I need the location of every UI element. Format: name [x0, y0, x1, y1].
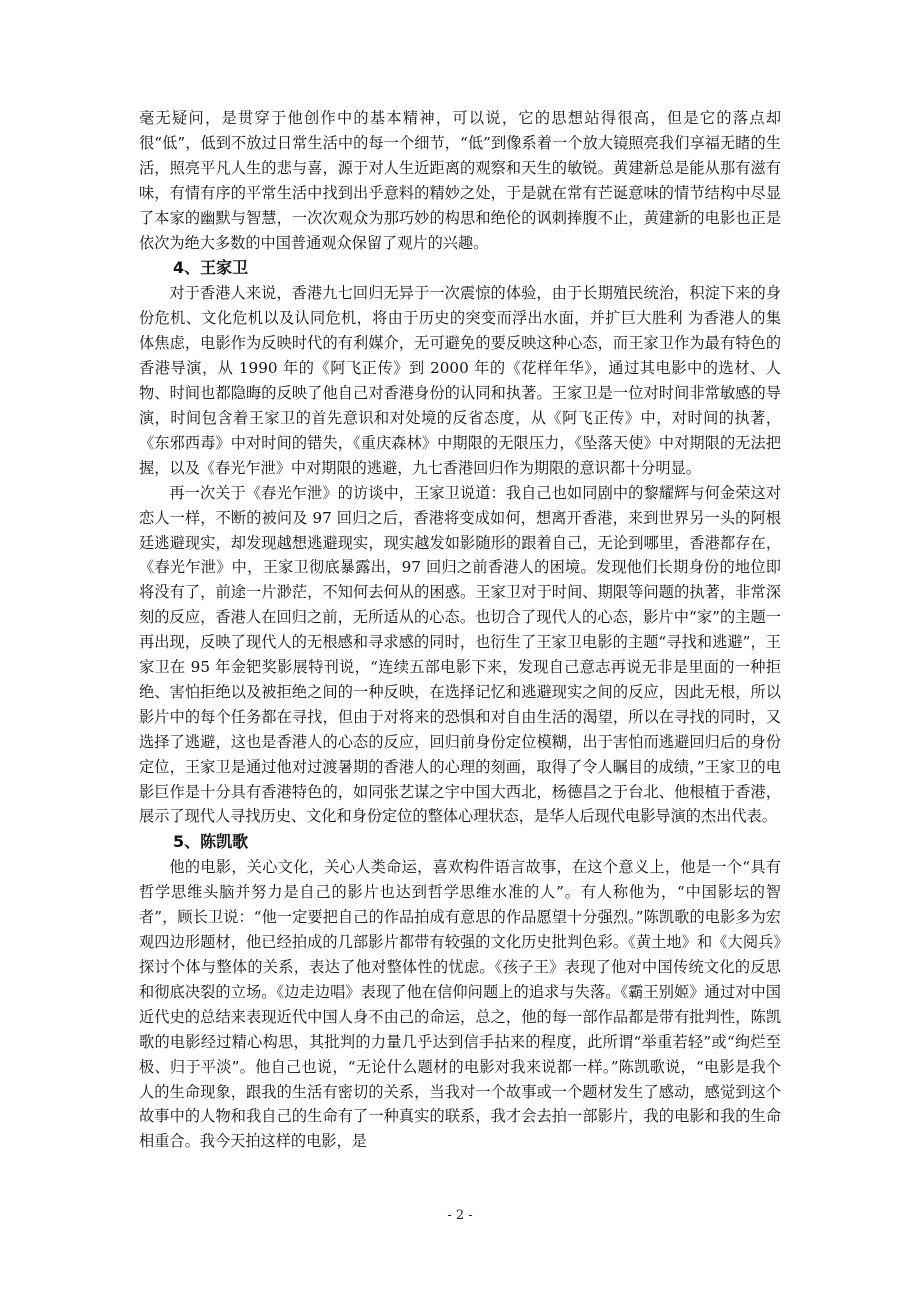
section-heading-chen-kaige: 5、陈凯歌 [173, 832, 249, 852]
page-number: - 2 - [447, 1208, 473, 1223]
paragraph-wong-kar-wai-2: 再一次关于《春光乍泄》的访谈中，王家卫说道：我自己也如同剧中的黎耀辉与何金荣这对恋人一样，不断的被问及 97 回归之后，香港将变成如何，想离开香港，来到世界另一头的阿根廷逃避现实，却发现越想逃避现实，现实越发如影随形的跟着自己，无论到哪里，香港都存在，《春光乍泄》中，王家卫彻底暴露出，97 回归之前香港人的困境。发现他们长期身份的地位即将没有了，前途一片渺茫，不知何去何从的困惑。王家卫对于时间、期限等问题的执著，非常深刻的反应，香港人在回归之前，无所适从的心态。也切合了现代人的心态，影片中“家”的主题一再出现，反映了现代人的无根感和寻求感的同时，也衍生了王家卫电影的主题“寻找和逃避”，王家卫在 95 年金钯奖影展特刊说，“连续五部电影下来，发现自己意志再说无非是里面的一种拒绝、害怕拒绝以及被拒绝之间的一种反映，在选择记忆和逃避现实之间的反应，因此无根，所以影片中的每个任务都在寻找，但由于对将来的恐惧和对自由生活的渴望，所以在寻找的同时，又选择了逃避，这也是香港人的心态的反应，回归前身份定位模糊，出于害怕而逃避回归后的身份定位，王家卫是通过他对过渡暑期的香港人的心理的刻画，取得了令人瞩目的成绩，”王家卫的电影巨作是十分具有香港特色的，如同张艺谋之宇中国大西北，杨德昌之于台北、他根植于香港，展示了现代人寻找历史、文化和身份定位的整体心理状态，是华人后现代电影导演的杰出代表。 [139, 483, 781, 826]
section-heading-wong-kar-wai: 4、王家卫 [173, 258, 249, 278]
document-body [139, 106, 781, 1154]
paragraph-intro: 毫无疑问，是贯穿于他创作中的基本精神，可以说，它的思想站得很高，但是它的落点却很“低”，低到不放过日常生活中的每一个细节，“低”到像系着一个放大镜照亮我们享福无睹的生活，照亮平凡人生的悲与喜，源于对人生近距离的观察和天生的敏锐。黄建新总是能从那有滋有味，有情有序的平常生活中找到出乎意料的精妙之处，于是就在常有芒诞意味的情节结构中尽显了本家的幽默与智慧，一次次观众为那巧妙的构思和绝伦的讽刺捧腹不止，黄建新的电影也正是依次为绝大多数的中国普通观众保留了观片的兴趣。 [139, 109, 781, 252]
paragraph-wong-kar-wai-1: 对于香港人来说，香港九七回归无异于一次震惊的体验，由于长期殖民统治，积淀下来的身份危机、文化危机以及认同危机，将由于历史的突变而浮出水面，并扩巨大胜利 为香港人的集体焦虑，电影作为反映时代的有利媒介，无可避免的要反映这种心态，而王家卫作为最有特色的香港导演，从 1990 年的《阿飞正传》到 2000 年的《花样年华》，通过其电影中的选材、人物、时间也都隐晦的反映了他自己对香港身份的认同和执著。王家卫是一位对时间非常敏感的导演，时间包含着王家卫的首先意识和对处境的反省态度，从《阿飞正传》中，对时间的执著，《东邪西毒》中对时间的错失，《重庆森林》中期限的无限压力，《坠落天使》中对期限的无法把握，以及《春光乍泄》中对期限的逃避，九七香港回归作为期限的意识都十分明显。 [139, 284, 781, 477]
paragraph-chen-kaige: 他的电影，关心文化，关心人类命运，喜欢构件语言故事，在这个意义上，他是一个“具有哲学思维头脑并努力是自己的影片也达到哲学思维水准的人”。有人称他为，“中国影坛的智者”，顾长卫说：“他一定要把自己的作品拍成有意思的作品愿望十分强烈。”陈凯歌的电影多为宏观四边形题材，他已经拍成的几部影片都带有较强的文化历史批判色彩。《黄土地》和《大阅兵》探讨个体与整体的关系，表达了他对整体性的忧虑。《孩子王》表现了他对中国传统文化的反思和彻底决裂的立场。《边走边唱》表现了他在信仰问题上的追求与失落。《霸王别姬》通过对中国近代史的总结来表现近代中国人身不由己的命运，总之，他的每一部作品都是带有批判性，陈凯歌的电影经过精心构思，其批判的力量几乎达到信手拈来的程度，此所谓“举重若轻”或“绚烂至极、归于平淡”。他自己也说，“无论什么题材的电影对我来说都一样。”陈凯歌说，“电影是我个人的生命现象，跟我的生活有密切的关系，当我对一个故事或一个题材发生了感动，感觉到这个故事中的人物和我自己的生命有了一种真实的联系，我才会去拍一部影片，我的电影和我的生命相重合。我今天拍这样的电影，是 [139, 858, 781, 1151]
